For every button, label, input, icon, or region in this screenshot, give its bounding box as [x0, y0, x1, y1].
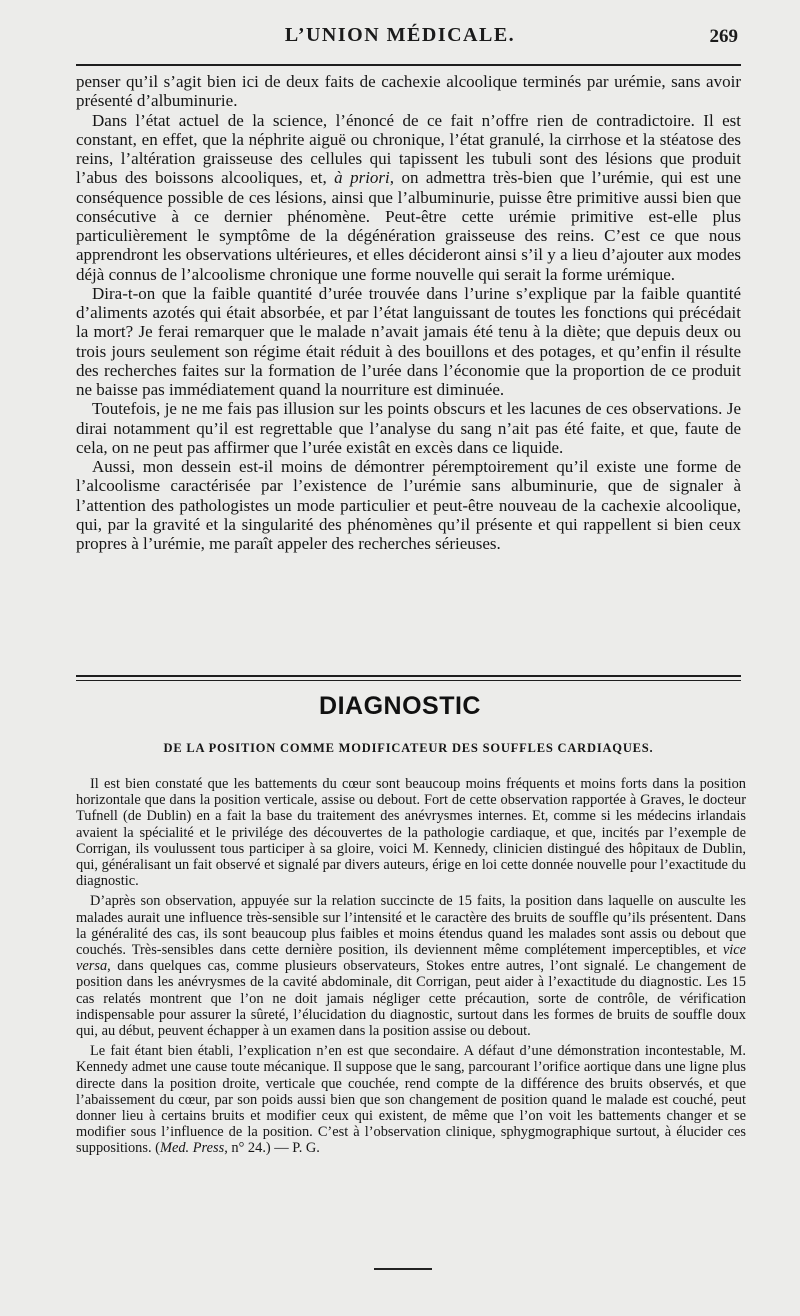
- paragraph: [76, 776, 746, 889]
- paragraph: [76, 457, 741, 553]
- closing-rule: [374, 1268, 432, 1270]
- section-rule-top-thin: [76, 680, 741, 681]
- text-run: , dans quelques cas, comme plusieurs observateurs, Stokes entre autres, l’ont signalé. Le changement de position dans les anévrysmes de la cavité abdominale, dit Corrigan, peut aider à l’exactitude du diagnostic. Les 15 cas relatés montrent que l’on ne doit jamais négliger cette précaution, sorte de contrôle, de vérification indispensable pour assurer la sûreté, l’élucidation du diagnostic, surtout dans les formes de bruits de souffle doux qui, au début, peuvent échapper à un examen dans la position assise ou debout.: [76, 958, 746, 1040]
- running-title: L’UNION MÉDICALE.: [284, 24, 516, 46]
- italic-text: à priori: [334, 168, 390, 188]
- page-header: [0, 14, 800, 54]
- section-subtitle: DE LA POSITION COMME MODIFICATEUR DES SOUFFLES CARDIAQUES.: [163, 741, 654, 755]
- article-alcoolisme-text: [76, 72, 741, 657]
- text-run: , on admettra très-bien que l’urémie, qui est une conséquence possible de ces lésions, ainsi que l’albuminurie, puisse être primitive aussi bien que consécutive à ce dernier phénomène. Peut-être cette urémie primitive est-elle plus particulièrement le symptôme de la dégénération graisseuse des reins. C’est ce que nous apprendront les observations ultérieures, et elles décideront ainsi s’il y a lieu d’ajouter aux modes déjà connus de l’alcoolisme chronique une forme nouvelle qui serait la forme urémique.: [76, 168, 741, 284]
- section-rule-top: [76, 675, 741, 677]
- header-rule: [76, 64, 741, 66]
- paragraph: [76, 72, 741, 111]
- text-run: Dans l’état actuel de la science, l’énoncé de ce fait n’offre rien de contradictoire. Il est constant, en effet, que la néphrite aiguë ou chronique, l’état granulé, la cirrhose et la stéatose des reins, l’altération graisseuse des cellules qui tapissent les tubuli sont des lésions que produit l’abus des boissons alcooliques, et,: [76, 110, 741, 188]
- text-run: D’après son observation, appuyée sur la relation succincte de 15 faits, la position dans laquelle on ausculte les malades aurait une influence très-sensible sur l’intensité et le caractère des bruits de souffle qu’ils présentent. Dans la généralité des cas, ils sont beaucoup plus faibles et moins étendus quand les malades sont assis ou debout que couchés. Très-sensibles dans cette dernière position, ils deviennent même complétement imperceptibles, et: [76, 893, 746, 959]
- text-run: Toutefois, je ne me fais pas illusion sur les points obscurs et les lacunes de ces observations. Je dirai notamment qu’il est regrettable que l’analyse du sang n’ait pas été faite, et que, faute de cela, on ne peut pas affirmer que l’urée existât en excès dans ce liquide.: [76, 399, 741, 457]
- text-run: Il est bien constaté que les battements du cœur sont beaucoup moins fréquents et moins forts dans la position horizontale que dans la position verticale, assise ou debout. Fort de cette observation rapportée à Graves, le docteur Tufnell (de Dublin) en a fait la base du traitement des anévrysmes internes. Et, comme si les médecins irlandais avaient la spécialité et le privilége des découvertes de la pathologie cardiaque, et que, incités par l’exemple de Corrigan, ils voulussent tous participer à sa gloire, voici M. Kennedy, clinicien distingué des hôpitaux de Dublin, qui, généralisant un fait observé et signalé par divers auteurs, érige en loi cette donnée nouvelle pour l’exactitude du diagnostic.: [76, 776, 746, 890]
- text-run: penser qu’il s’agit bien ici de deux faits de cachexie alcoolique terminés par urémie, sans avoir présenté d’albuminurie.: [76, 72, 741, 111]
- text-run: , n° 24.) — P. G.: [224, 1140, 320, 1157]
- section-title: DIAGNOSTIC: [319, 692, 481, 720]
- italic-text: vice versa: [76, 942, 746, 975]
- page-number: 269: [709, 26, 738, 47]
- article-diagnostic-text: [76, 776, 746, 1246]
- paragraph: [76, 111, 741, 284]
- paragraph: [76, 1043, 746, 1156]
- text-run: Aussi, mon dessein est-il moins de démontrer péremptoirement qu’il existe une forme de l’alcoolisme caractérisée par l’existence de l’urémie sans albuminurie, que de signaler à l’attention des pathologistes un mode particulier et peut-être nouveau de la cachexie alcoolique, qui, par la gravité et la singularité des phénomènes qu’il présente et qui rappellent si bien ceux propres à l’urémie, me paraît appeler des recherches sérieuses.: [76, 457, 741, 553]
- paragraph: [76, 284, 741, 400]
- text-run: Le fait étant bien établi, l’explication n’en est que secondaire. A défaut d’une démonstration incontestable, M. Kennedy admet une cause toute mécanique. Il suppose que le sang, parcourant l’orifice aortique dans une ligne plus directe dans la position droite, verticale que couchée, rend compte de la différence des bruits observés, et que l’abaissement du cœur, par son poids aussi bien que son changement de position quand le malade est couché, peut donner lieu à certains bruits et modifier ceux qui existent, de même que l’on voit les battements changer et se modifier sous l’influence de la position. C’est à l’observation clinique, sphygmographique surtout, à élucider ces suppositions. (: [76, 1043, 746, 1157]
- paragraph: [76, 893, 746, 1039]
- paragraph: [76, 399, 741, 457]
- italic-text: Med. Press: [159, 1140, 225, 1157]
- text-run: Dira-t-on que la faible quantité d’urée trouvée dans l’urine s’explique par la faible quantité d’aliments azotés qui était absorbée, et par l’état languissant de toutes les fonctions qui précédait la mort? Je ferai remarquer que le malade n’avait jamais été tenu à la diète; que depuis deux ou trois jours seulement son régime était réduit à des bouillons et des potages, et qu’enfin il résulte des recherches faites sur la formation de l’urée dans l’économie que la proportion de ce produit ne baisse pas immédiatement quand la nourriture est diminuée.: [76, 283, 741, 399]
